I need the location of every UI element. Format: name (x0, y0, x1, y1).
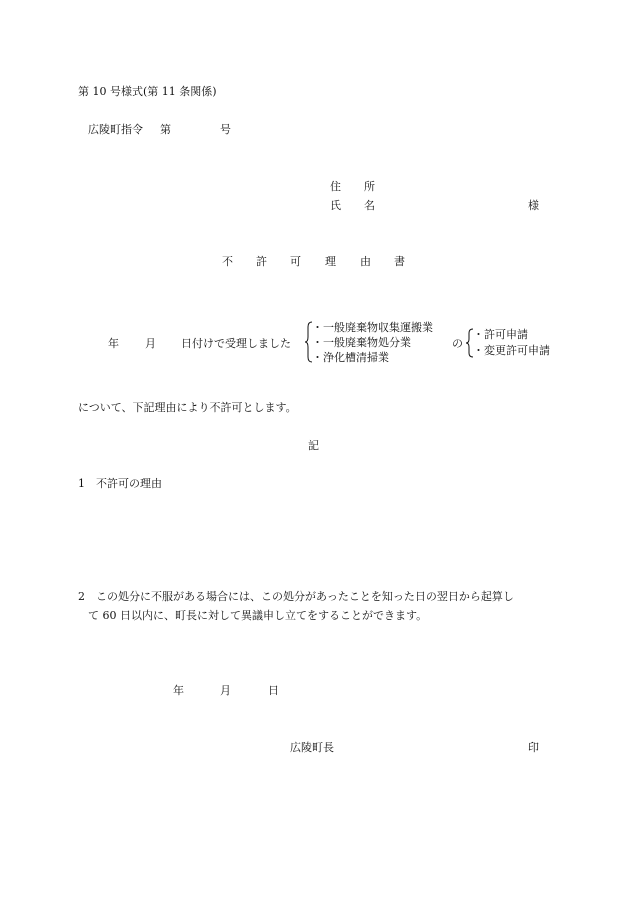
ki-heading: 記 (308, 439, 319, 452)
application-type-item: ・許可申請 (473, 328, 528, 341)
title-char: 可 (290, 255, 301, 268)
received-month: 月 (145, 337, 156, 350)
title-char: 許 (256, 255, 267, 268)
appeal-line: 2 この処分に不服がある場合には、この処分があったことを知った日の翌日から起算し (78, 590, 514, 603)
title-char: 不 (222, 255, 233, 268)
no-particle: の (452, 337, 463, 350)
seal-mark: 印 (528, 741, 539, 754)
issue-day: 日 (268, 684, 279, 697)
appeal-line: て 60 日以内に、町長に対して異議申し立てをすることができます。 (88, 609, 428, 622)
application-type-item: ・変更許可申請 (473, 344, 550, 357)
received-year: 年 (108, 337, 119, 350)
business-type-item: ・一般廃棄物収集運搬業 (312, 321, 433, 334)
title-char: 書 (394, 255, 405, 268)
directive-office: 広陵町指令 (88, 123, 143, 136)
title-char: 由 (360, 255, 371, 268)
business-type-item: ・一般廃棄物処分業 (312, 336, 411, 349)
form-number: 第 10 号様式(第 11 条関係) (78, 85, 217, 98)
address-label: 住 所 (330, 180, 381, 193)
directive-dai: 第 (160, 123, 171, 136)
business-type-item: ・浄化槽清掃業 (312, 351, 389, 364)
directive-go: 号 (220, 123, 231, 136)
sama-honorific: 様 (528, 199, 539, 212)
issue-month: 月 (220, 684, 231, 697)
mayor-title: 広陵町長 (290, 741, 334, 754)
received-text: 日付けで受理しました (181, 337, 291, 350)
notice-text: について、下記理由により不許可とします。 (78, 401, 297, 414)
name-label: 氏 名 (330, 199, 381, 212)
reason-heading: 1 不許可の理由 (78, 477, 162, 490)
issue-year: 年 (173, 684, 184, 697)
title-char: 理 (325, 255, 336, 268)
